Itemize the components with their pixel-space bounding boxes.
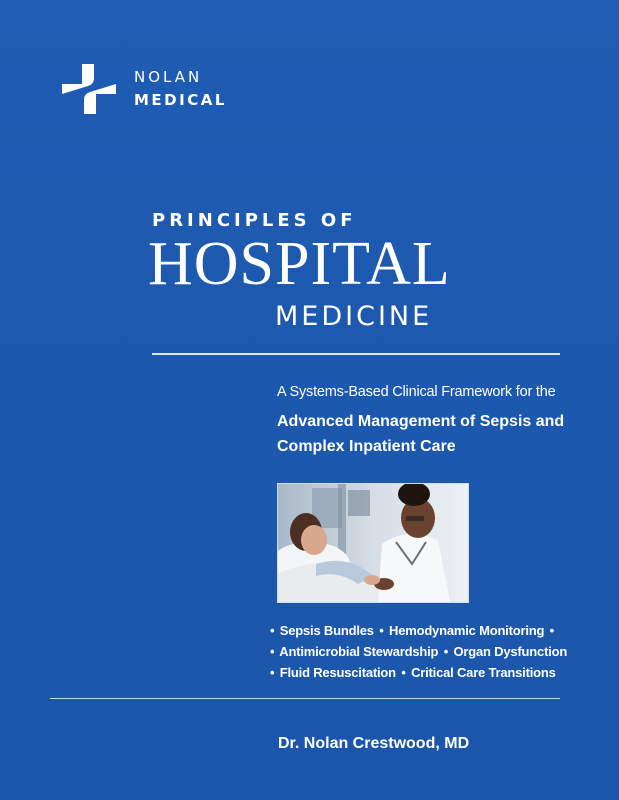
brand-logo xyxy=(58,60,227,118)
subtitle-emphasis xyxy=(277,409,607,459)
author-name: Dr. Nolan Crestwood, MD xyxy=(278,735,470,752)
divider-bottom xyxy=(50,698,560,699)
topic-line-3 xyxy=(268,662,608,683)
subtitle-intro: A Systems-Based Clinical Framework for the xyxy=(277,384,556,400)
topic-item: Sepsis Bundles xyxy=(279,623,374,638)
divider-top xyxy=(152,353,560,355)
bullet-icon: • xyxy=(270,644,275,659)
topic-item: Hemodynamic Monitoring xyxy=(389,623,545,638)
bullet-icon: • xyxy=(401,665,406,680)
title-line3: MEDICINE xyxy=(275,301,433,332)
bullet-icon: • xyxy=(379,623,384,638)
cross-icon xyxy=(58,60,120,118)
topic-list xyxy=(268,620,608,683)
subtitle-block xyxy=(277,384,607,459)
subtitle-bold-line1: Advanced Management of Sepsis and xyxy=(277,413,565,430)
topic-item: Fluid Resuscitation xyxy=(279,665,396,680)
topic-item: Antimicrobial Stewardship xyxy=(279,644,439,659)
topic-item: Critical Care Transitions xyxy=(411,665,556,680)
topic-item: Organ Dysfunction xyxy=(453,644,568,659)
topic-line-2 xyxy=(268,641,608,662)
title-line2: HOSPITAL xyxy=(148,230,451,298)
bullet-icon: • xyxy=(270,665,275,680)
title-line1: PRINCIPLES OF xyxy=(152,210,357,231)
topic-line-1 xyxy=(268,620,608,641)
bullet-icon: • xyxy=(443,644,449,659)
bullet-icon: • xyxy=(549,623,554,638)
bullet-icon: • xyxy=(270,623,275,638)
brand-name-line1: NOLAN xyxy=(134,68,203,86)
doctor-patient-photo xyxy=(277,483,469,603)
subtitle-bold-line2: Complex Inpatient Care xyxy=(277,438,456,455)
brand-name-line2: MEDICAL xyxy=(134,91,227,109)
